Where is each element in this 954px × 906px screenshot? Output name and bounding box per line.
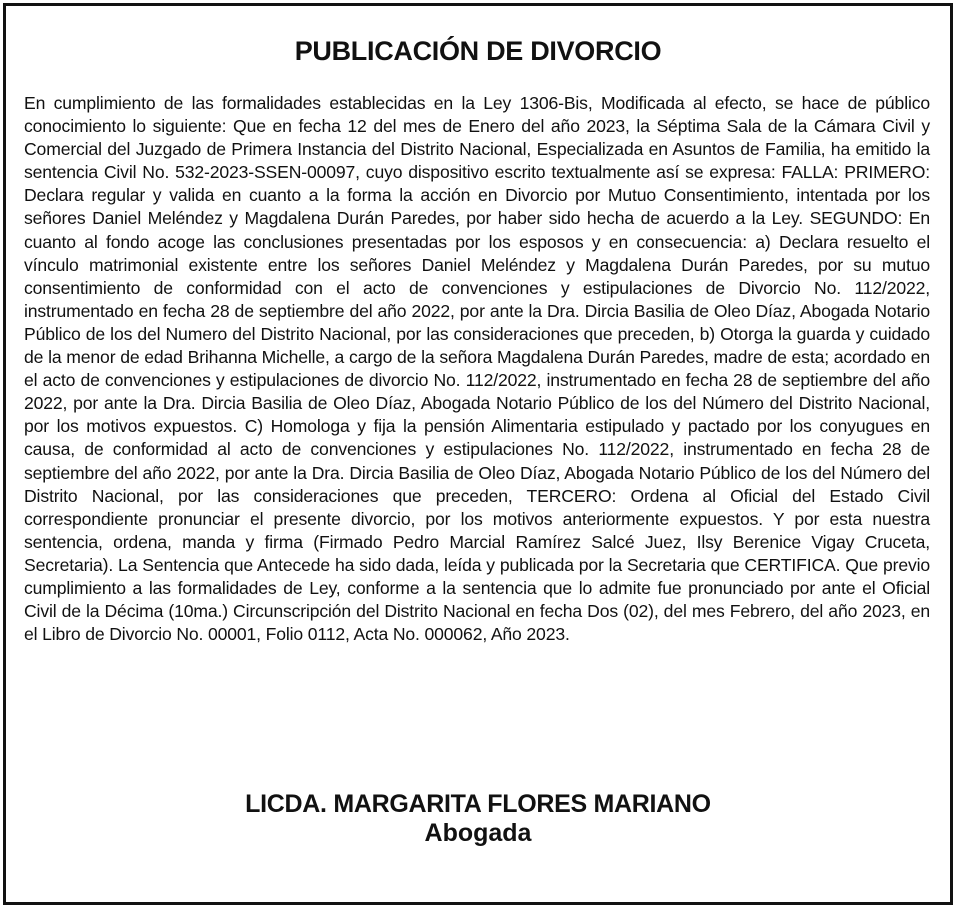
signature-name: LICDA. MARGARITA FLORES MARIANO — [245, 790, 711, 818]
signature-block — [6, 790, 950, 848]
notice-frame — [3, 3, 953, 905]
notice-body: En cumplimiento de las formalidades establecidas en la Ley 1306-Bis, Modificada al efecto, se hace de público conocimiento lo siguiente: Que en fecha 12 del mes de Enero del año 2023, la Séptima Sala de la Cámara Civil y Comercial del Juzgado de Primera Instancia del Distrito Nacional, Especializada en Asuntos de Familia, ha emitido la sentencia Civil No. 532-2023-SSEN-00097, cuyo dispositivo escrito textualmente así se expresa: FALLA: PRIMERO: Declara regular y valida en cuanto a la forma la acción en Divorcio por Mutuo Consentimiento, intentada por los señores Daniel Meléndez y Magdalena Durán Paredes, por haber sido hecha de acuerdo a la Ley. SEGUNDO: En cuanto al fondo acoge las conclusiones presentadas por los esposos y en consecuencia: a) Declara resuelto el vínculo matrimonial existente entre los señores Daniel Meléndez y Magdalena Durán Paredes, por su mutuo consentimiento de conformidad con el acto de convenciones y estipulaciones de Divorcio No. 112/2022, instrumentado en fecha 28 de septiembre del año 2022, por ante la Dra. Dircia Basilia de Oleo Díaz, Abogada Notario Público de los del Numero del Distrito Nacional, por las consideraciones que preceden, b) Otorga la guarda y cuidado de la menor de edad Brihanna Michelle, a cargo de la señora Magdalena Durán Paredes, madre de esta; acordado en el acto de convenciones y estipulaciones de divorcio No. 112/2022, instrumentado en fecha 28 de septiembre del año 2022, por ante la Dra. Dircia Basilia de Oleo Díaz, Abogada Notario Público de los del Número del Distrito Nacional, por los motivos expuestos. C) Homologa y fija la pensión Alimentaria estipulado y pactado por los conyugues en causa, de conformidad al acto de convenciones y estipulaciones No. 112/2022, instrumentado en fecha 28 de septiembre del año 2022, por ante la Dra. Dircia Basilia de Oleo Díaz, Abogada Notario Público de los del Número del Distrito Nacional, por las consideraciones que preceden, TERCERO: Ordena al Oficial del Estado Civil correspondiente pronunciar el presente divorcio, por los motivos anteriormente expuestos. Y por esta nuestra sentencia, ordena, manda y firma (Firmado Pedro Marcial Ramírez Salcé Juez, Ilsy Berenice Vigay Cruceta, Secretaria). La Sentencia que Antecede ha sido dada, leída y publicada por la Secretaria que CERTIFICA. Que previo cumplimiento a las formalidades de Ley, conforme a la sentencia que lo admite fue pronunciado por ante el Oficial Civil de la Décima (10ma.) Circunscripción del Distrito Nacional en fecha Dos (02), del mes Febrero, del año 2023, en el Libro de Divorcio No. 00001, Folio 0112, Acta No. 000062, Año 2023. — [24, 93, 930, 645]
notice-title: PUBLICACIÓN DE DIVORCIO — [294, 36, 662, 66]
signature-role: Abogada — [424, 819, 532, 847]
